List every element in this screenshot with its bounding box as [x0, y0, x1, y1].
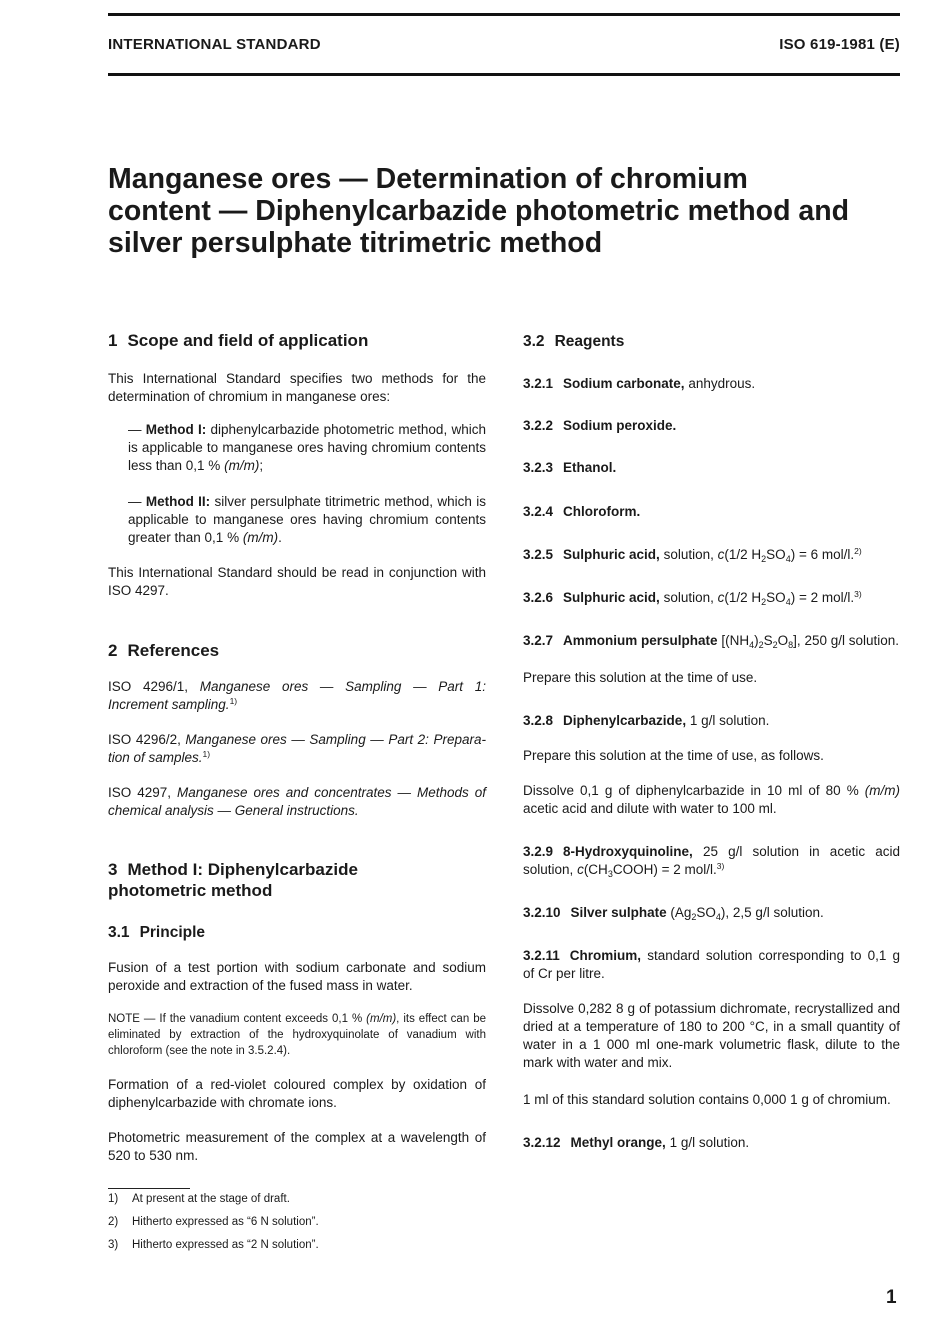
- section-2-heading: 2 References: [108, 641, 220, 660]
- paragraph: This International Standard specifies two methods for the determination of chromium in manganese ores:: [108, 371, 486, 404]
- reagent-item: 3.2.7 Ammonium persulphate $[(NH_4)_2S_2O_8]$, 250 g/l solution.: [523, 633, 900, 650]
- method-1-item: — Method I: diphenylcarbazide photometric method, which is applicable to manganese ores having chromium contents less than 0,1 % (m/m);: [128, 422, 486, 473]
- reagent-item: 3.2.10 Silver sulphate $(Ag_2SO_4)$, 2,5 g/l solution.: [523, 905, 824, 922]
- reference-item: ISO 4296/1, Manganese ores — Sampling — Part 1: Increment sampling.$^{1)}$: [108, 679, 486, 712]
- paragraph: 1 ml of this standard solution contains 0,000 1 g of chromium.: [523, 1092, 891, 1107]
- method-2-item: — Method II: silver persulphate titrimetric method, which is applicable to manganese ores having chromium contents greater than 0,1 % (m/m).: [128, 494, 486, 545]
- footnote-1: 1) At present at the stage of draft.: [108, 1193, 290, 1205]
- reagent-item: 3.2.6 Sulphuric acid, solution, c(1/2 $H_2SO_4) = 2$ mol/l.$^{3)}$: [523, 589, 862, 607]
- paragraph: Dissolve 0,282 8 g of potassium dichromate, recrystallized and dried at a temperature of 180 to 200 °C, in a small quantity of water in a 1 000 ml one-mark volumetric flask, dilute to the mark with water and mix.: [523, 1001, 900, 1070]
- reagent-item: 3.2.3 Ethanol.: [523, 460, 617, 475]
- header-standard-number: ISO 619-1981 (E): [779, 36, 900, 53]
- section-1-heading: 1 Scope and field of application: [108, 331, 369, 350]
- reference-item: ISO 4296/2, Manganese ores — Sampling — Part 2: Prepara-tion of samples.$^{1)}$: [108, 732, 486, 765]
- page-number: 1: [886, 1287, 897, 1308]
- header-rule: [108, 73, 900, 76]
- note: NOTE — If the vanadium content exceeds 0,1 % (m/m), its effect can be eliminated by extraction of the hydroxyquinolate of vanadium with chloroform (see the note in 3.5.2.4).: [108, 1013, 486, 1057]
- document-title: Manganese ores — Determination of chromium content — Diphenylcarbazide photometric method and silver persulphate titrimetric method: [108, 163, 850, 259]
- reagent-item: 3.2.5 Sulphuric acid, solution, c(1/2 $H_2SO_4) = 6$ mol/l.$^{2)}$: [523, 546, 862, 564]
- left-column: [108, 330, 486, 1165]
- reagent-item: 3.2.2 Sodium peroxide.: [523, 418, 677, 433]
- section-3-2-heading: 3.2 Reagents: [523, 333, 625, 350]
- top-rule: [108, 13, 900, 16]
- section-3-heading: 3 Method I: Diphenylcarbazide photometric method: [108, 860, 358, 900]
- paragraph: Prepare this solution at the time of use, as follows.: [523, 748, 824, 763]
- footnote-2: 2) Hitherto expressed as “6 N solution”.: [108, 1216, 319, 1228]
- reagent-item: 3.2.8 Diphenylcarbazide, 1 g/l solution.: [523, 713, 770, 728]
- paragraph: Dissolve 0,1 g of diphenylcarbazide in 10 ml of 80 % (m/m) acetic acid and dilute with water to 100 ml.: [523, 783, 900, 816]
- section-3-1-heading: 3.1 Principle: [108, 924, 206, 941]
- header-standard-label: INTERNATIONAL STANDARD: [108, 36, 321, 53]
- right-column: [523, 330, 900, 1152]
- paragraph: Formation of a red-violet coloured complex by oxidation of diphenylcarbazide with chromate ions.: [108, 1077, 486, 1110]
- paragraph: This International Standard should be read in conjunction with ISO 4297.: [108, 565, 486, 598]
- reference-item: ISO 4297, Manganese ores and concentrates — Methods of chemical analysis — General instructions.: [108, 785, 486, 818]
- footnote-3: 3) Hitherto expressed as “2 N solution”.: [108, 1239, 319, 1251]
- reagent-item: 3.2.4 Chloroform.: [523, 504, 641, 519]
- reagent-item: 3.2.9 8-Hydroxyquinoline, 25 g/l solution in acetic acid solution, $c(CH_3COOH) = 2$ mol/l.$^{3)}$: [523, 844, 900, 879]
- paragraph: Prepare this solution at the time of use.: [523, 670, 758, 685]
- paragraph: Fusion of a test portion with sodium carbonate and sodium peroxide and extraction of the fused mass in water.: [108, 960, 486, 993]
- reagent-item: 3.2.12 Methyl orange, 1 g/l solution.: [523, 1135, 750, 1150]
- reagent-item: 3.2.1 Sodium carbonate, anhydrous.: [523, 376, 756, 391]
- footnote-rule: [108, 1188, 190, 1189]
- paragraph: Photometric measurement of the complex at a wavelength of 520 to 530 nm.: [108, 1130, 486, 1163]
- reagent-item: 3.2.11 Chromium, standard solution corresponding to 0,1 g of Cr per litre.: [523, 948, 900, 981]
